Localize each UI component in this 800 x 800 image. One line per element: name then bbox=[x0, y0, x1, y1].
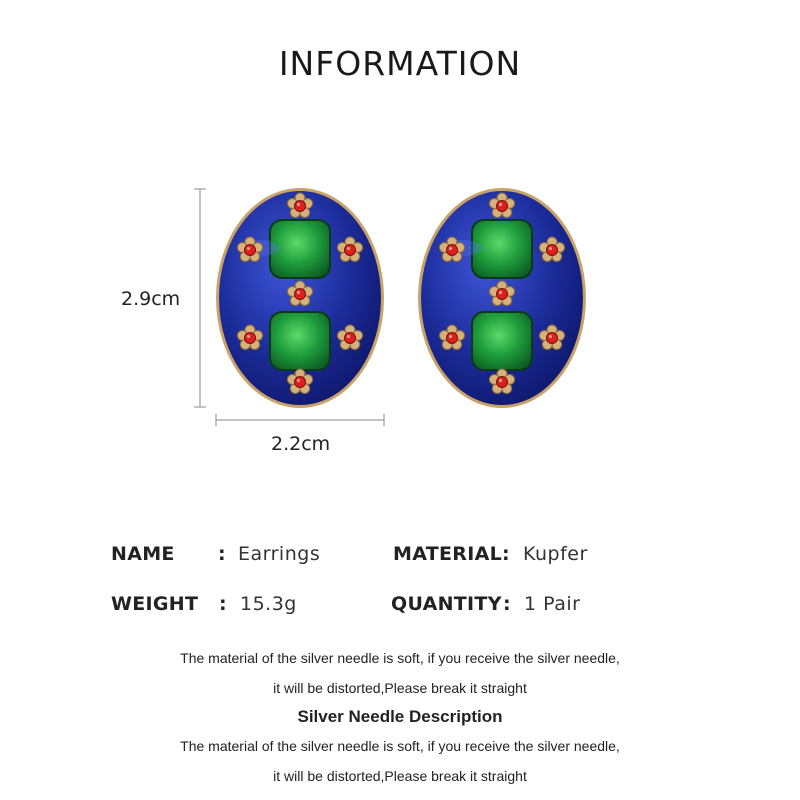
weight-separator: : bbox=[219, 593, 227, 615]
name-separator: : bbox=[218, 543, 226, 565]
height-label: 2.9cm bbox=[121, 288, 181, 310]
note-line-1: The material of the silver needle is soft, if you receive the silver needle, bbox=[180, 650, 620, 666]
quantity-separator: : bbox=[503, 593, 511, 615]
material-value: Kupfer bbox=[523, 543, 588, 565]
width-dimension-line bbox=[216, 414, 384, 426]
quantity-key: QUANTITY bbox=[391, 593, 502, 615]
left-earring-image bbox=[216, 188, 384, 408]
material-key: MATERIAL bbox=[393, 543, 502, 565]
silver-needle-heading: Silver Needle Description bbox=[297, 707, 503, 726]
right-earring-image bbox=[418, 188, 586, 408]
quantity-value: 1 Pair bbox=[524, 593, 581, 615]
name-key: NAME bbox=[111, 543, 175, 565]
note-line-2: it will be distorted,Please break it straight bbox=[273, 680, 527, 696]
weight-value: 15.3g bbox=[240, 593, 297, 615]
weight-key: WEIGHT bbox=[111, 593, 199, 615]
height-dimension-line bbox=[194, 189, 206, 407]
material-separator: : bbox=[502, 543, 510, 565]
name-value: Earrings bbox=[238, 543, 321, 565]
note-line-3: The material of the silver needle is soft, if you receive the silver needle, bbox=[180, 738, 620, 754]
note-line-4: it will be distorted,Please break it straight bbox=[273, 768, 527, 784]
width-label: 2.2cm bbox=[271, 433, 331, 455]
page-title: INFORMATION bbox=[278, 44, 522, 83]
